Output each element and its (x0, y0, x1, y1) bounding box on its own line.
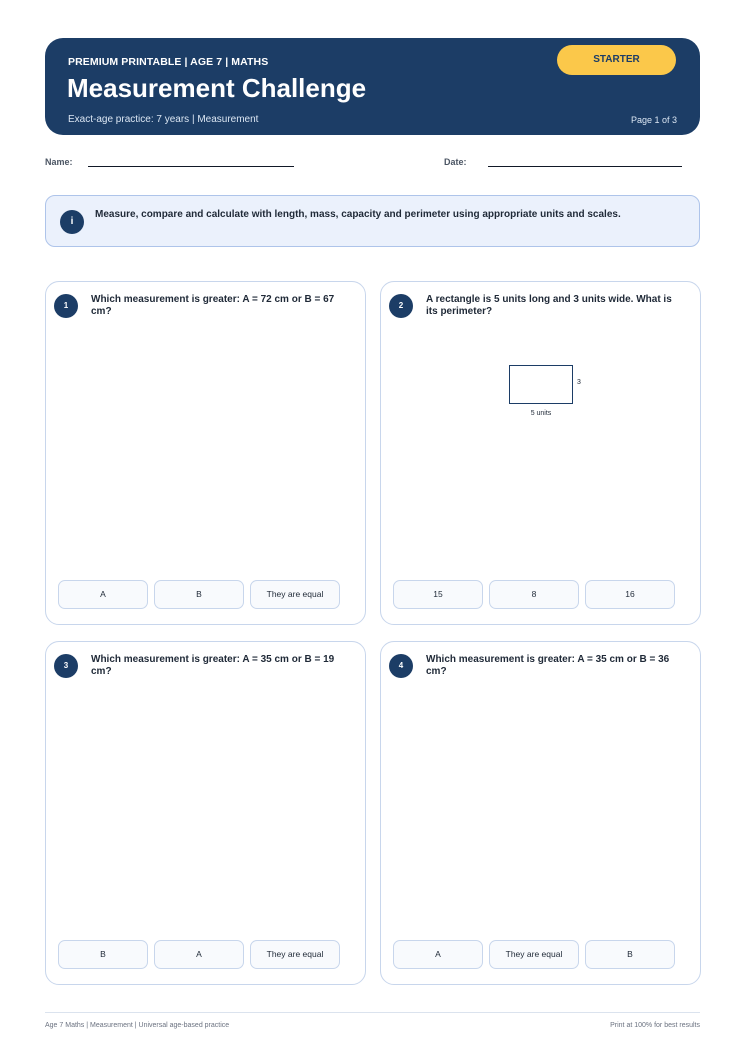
question-text: A rectangle is 5 units long and 3 units wide. What is its perimeter? (426, 294, 672, 317)
answer-option[interactable]: A (58, 580, 148, 609)
answer-options (58, 580, 340, 609)
header-subline: Exact-age practice: 7 years | Measurement (68, 114, 259, 125)
question-number-badge: 1 (54, 294, 78, 318)
question-number-badge: 4 (389, 654, 413, 678)
question-number-badge: 2 (389, 294, 413, 318)
answer-option[interactable]: B (58, 940, 148, 969)
info-icon: i (60, 210, 84, 234)
worksheet-header (45, 38, 700, 135)
footer-right-text: Print at 100% for best results (610, 1022, 700, 1029)
answer-option[interactable]: A (393, 940, 483, 969)
question-text: Which measurement is greater: A = 72 cm or B = 67 cm? (91, 294, 335, 317)
date-label: Date: (444, 157, 467, 167)
rectangle-height-label: 3 (577, 379, 581, 386)
answer-options (393, 580, 675, 609)
answer-option[interactable]: B (585, 940, 675, 969)
question-text: Which measurement is greater: A = 35 cm or B = 19 cm? (91, 654, 335, 677)
question-card-1 (45, 281, 366, 625)
rectangle-figure (509, 365, 573, 404)
question-card-3 (45, 641, 366, 985)
name-line[interactable] (88, 166, 294, 167)
answer-option[interactable]: 8 (489, 580, 579, 609)
question-card-2 (380, 281, 701, 625)
answer-option[interactable]: They are equal (489, 940, 579, 969)
instructions-box (45, 195, 700, 247)
answer-options (58, 940, 340, 969)
page-number: Page 1 of 3 (630, 115, 677, 125)
answer-option[interactable]: 16 (585, 580, 675, 609)
name-label: Name: (45, 157, 73, 167)
date-line[interactable] (488, 166, 682, 167)
answer-options (393, 940, 675, 969)
instructions-text: Measure, compare and calculate with length, mass, capacity and perimeter using appropriate units and scales. (95, 209, 621, 220)
footer-left-text: Age 7 Maths | Measurement | Universal age-based practice (45, 1022, 230, 1029)
answer-option[interactable]: A (154, 940, 244, 969)
rectangle-width-label: 5 units (530, 410, 552, 417)
level-badge: STARTER (557, 45, 676, 75)
question-card-4 (380, 641, 701, 985)
page-title: Measurement Challenge (67, 73, 367, 103)
question-text: Which measurement is greater: A = 35 cm or B = 36 cm? (426, 654, 670, 677)
footer-divider (45, 1012, 700, 1013)
answer-option[interactable]: They are equal (250, 940, 340, 969)
answer-option[interactable]: They are equal (250, 580, 340, 609)
answer-option[interactable]: 15 (393, 580, 483, 609)
question-number-badge: 3 (54, 654, 78, 678)
answer-option[interactable]: B (154, 580, 244, 609)
header-kicker: PREMIUM PRINTABLE | AGE 7 | MATHS (68, 56, 269, 68)
